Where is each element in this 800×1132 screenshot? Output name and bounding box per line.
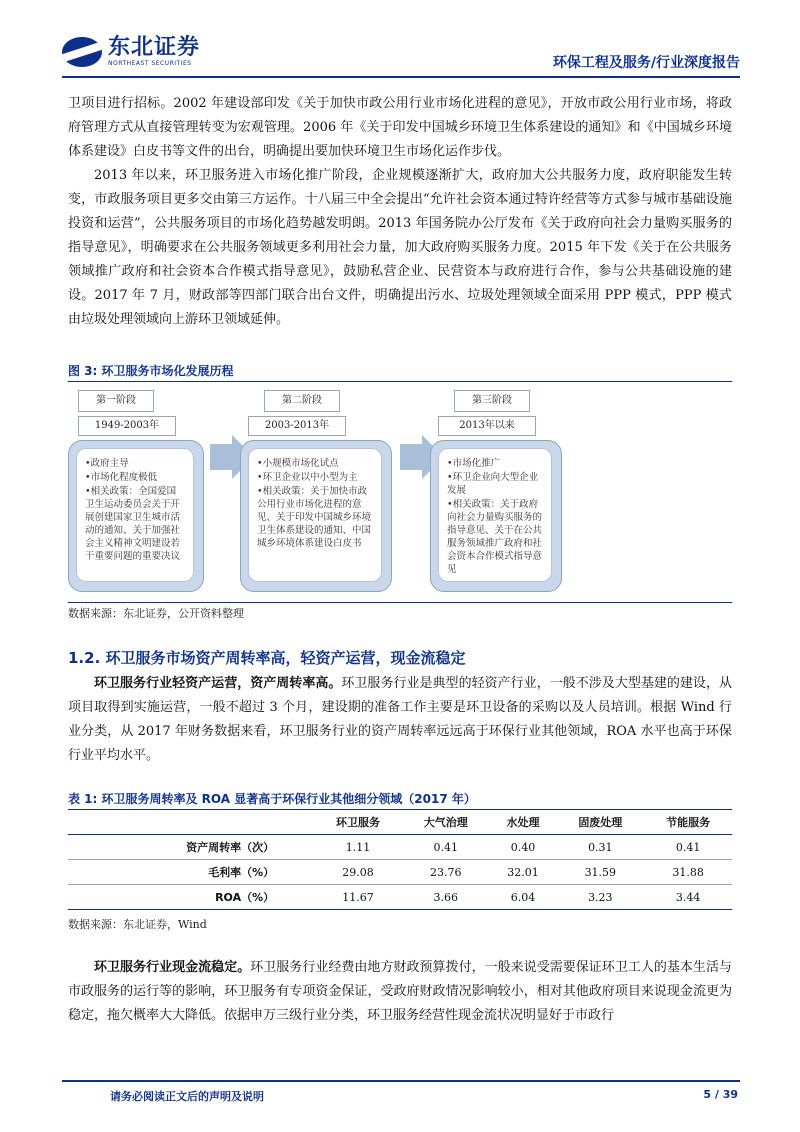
- figure-3-source: 数据来源：东北证券，公开资料整理: [68, 602, 732, 621]
- stage-1-point-3: •相关政策：全国爱国卫生运动委员会关于开展创建国家卫生城市活动的通知、关于加强社会主义精神文明建设若干重要问题的重要决议: [85, 486, 181, 562]
- paragraph-1: 卫项目进行招标。2002 年建设部印发《关于加快市政公用行业市场化进程的意见》，开放市政公用行业市场，将政府管理方式从直接管理转变为宏观管理。2006 年《关于印发中国城乡环境卫生体系建设的通知》和《中国城乡环境体系建设》白皮书等文件的出台，明确提出要加快环境卫生市场化运作步伐。: [68, 96, 732, 159]
- arrow-1-body: [210, 444, 232, 470]
- table-header-cell: 固废处理: [556, 810, 644, 835]
- table-cell: 1.11: [314, 835, 402, 860]
- table-header-cell: 水处理: [490, 810, 557, 835]
- stage-1-point-2: •市场化程度极低: [85, 472, 158, 483]
- table-cell: 23.76: [402, 860, 490, 885]
- table-header-cell: 节能服务: [644, 810, 732, 835]
- row-label: ROA（%）: [68, 885, 314, 910]
- market-development-diagram: [68, 388, 732, 598]
- table-cell: 3.23: [556, 885, 644, 910]
- table-header-cell: [68, 810, 314, 835]
- paragraph-3: [68, 672, 732, 768]
- header-divider: [62, 76, 740, 78]
- section-heading-1-2: 1.2. 环卫服务市场资产周转率高，轻资产运营，现金流稳定: [68, 649, 466, 667]
- stage-2-point-1: •小规模市场化试点: [257, 458, 339, 469]
- table-cell: 0.41: [644, 835, 732, 860]
- table-row: [68, 835, 732, 860]
- table-cell: 3.44: [644, 885, 732, 910]
- table-row: [68, 885, 732, 910]
- table-cell: 32.01: [490, 860, 557, 885]
- stage-2-point-3: •相关政策：关于加快市政公用行业市场化进程的意见、关于印发中国城乡环境卫生体系建设的通知、中国城乡环境体系建设白皮书: [257, 486, 372, 549]
- report-title: 环保工程及服务/行业深度报告: [552, 55, 740, 71]
- table-row: [68, 860, 732, 885]
- page-content: [68, 92, 732, 1028]
- table-header-cell: 环卫服务: [314, 810, 402, 835]
- table-cell: 3.66: [402, 885, 490, 910]
- paragraph-3-text: 环卫服务行业是典型的轻资产行业，一般不涉及大型基建的建设，从项目取得到实施运营，一般不超过 3 个月，建设期的准备工作主要是环卫设备的采购以及人员培训。根据 Wind 行业分类，从 2017 年财务数据来看，环卫服务行业的资产周转率远远高于环保行业其他领域，ROA 水平也高于环保行业平均水平。: [68, 676, 732, 763]
- stage-2-content: [248, 448, 382, 582]
- paragraph-3-lead: 环卫服务行业轻资产运营，资产周转率高。: [94, 676, 342, 691]
- stage-3-point-2: •环卫企业向大型企业发展: [447, 472, 539, 496]
- paragraph-4-text: 环卫服务行业经费由地方财政预算拨付，一般来说受需要保证环卫工人的基本生活与市政服务的运行等的影响，环卫服务有专项资金保证，受政府财政情况影响较小，相对其他政府项目来说现金流更为稳定，拖欠概率大大降低。依据申万三级行业分类，环卫服务经营性现金流状况明显好于市政行: [68, 960, 732, 1023]
- row-label: 资产周转率（次）: [68, 835, 314, 860]
- stage-3-period: 2013年以来: [438, 416, 536, 436]
- paragraph-2: 2013 年以来，环卫服务进入市场化推广阶段，企业规模逐渐扩大，政府加大公共服务力度，政府职能发生转变，市政服务项目更多交由第三方运作。十八届三中全会提出“允许社会资本通过特许经营等方式参与城市基础设施投资和运营”，公共服务项目的市场化趋势越发明朗。2013 年国务院办公厅发布《关于政府向社会力量购买服务的指导意见》，明确要求在公共服务领域更多利用社会力量，加大政府购买服务力度。2015 年下发《关于在公共服务领域推广政府和社会资本合作模式指导意见》，鼓励私营企业、民营资本与政府进行合作，参与公共基础设施的建设。2017 年 7 月，财政部等四部门联合出台文件，明确提出污水、垃圾处理领域全面采用 PPP 模式，PPP 模式由垃圾处理领域向上游环卫领域延伸。: [68, 168, 732, 327]
- logo-name-cn: 东北证券: [108, 35, 201, 60]
- table-cell: 11.67: [314, 885, 402, 910]
- logo-icon: [62, 37, 102, 67]
- footer-divider: [62, 1080, 740, 1082]
- table-1-title: 表 1: 环卫服务周转率及 ROA 显著高于环保行业其他细分领域（2017 年）: [68, 790, 732, 810]
- paragraph-4: [68, 956, 732, 1028]
- stage-1-tag: 第一阶段: [78, 390, 154, 412]
- stage-3-content: [438, 448, 552, 582]
- arrow-2-body: [400, 444, 422, 470]
- table-cell: 31.59: [556, 860, 644, 885]
- stage-2-period: 2003-2013年: [248, 416, 346, 436]
- table-cell: 31.88: [644, 860, 732, 885]
- stage-3-tag: 第三阶段: [454, 390, 530, 412]
- stage-1-content: [76, 448, 194, 582]
- stage-1-period: 1949-2003年: [78, 416, 176, 436]
- row-label: 毛利率（%）: [68, 860, 314, 885]
- stage-3-point-1: •市场化推广: [447, 458, 501, 469]
- stage-1-point-1: •政府主导: [85, 458, 129, 469]
- stage-3-point-3: •相关政策：关于政府向社会力量购买服务的指导意见、关于在公共服务领域推广政府和社会资本合作模式指导意见: [447, 499, 543, 575]
- stage-2-point-2: •环卫企业以中小型为主: [257, 472, 358, 483]
- logo-name-en: NORTHEAST SECURITIES: [108, 60, 192, 67]
- table-cell: 0.40: [490, 835, 557, 860]
- table-cell: 29.08: [314, 860, 402, 885]
- table-header-row: [68, 810, 732, 835]
- company-logo: [62, 36, 200, 68]
- table-1-source: 数据来源：东北证券，Wind: [68, 918, 207, 931]
- table-header-cell: 大气治理: [402, 810, 490, 835]
- page-number: 5 / 39: [703, 1088, 738, 1101]
- figure-3-title: 图 3: 环卫服务市场化发展历程: [68, 362, 732, 382]
- page-header: [0, 0, 800, 80]
- turnover-roa-table: [68, 810, 732, 910]
- table-cell: 6.04: [490, 885, 557, 910]
- stage-2-tag: 第二阶段: [264, 390, 340, 412]
- table-cell: 0.31: [556, 835, 644, 860]
- footer-disclaimer: 请务必阅读正文后的声明及说明: [110, 1090, 264, 1103]
- paragraph-4-lead: 环卫服务行业现金流稳定。: [94, 960, 251, 975]
- table-cell: 0.41: [402, 835, 490, 860]
